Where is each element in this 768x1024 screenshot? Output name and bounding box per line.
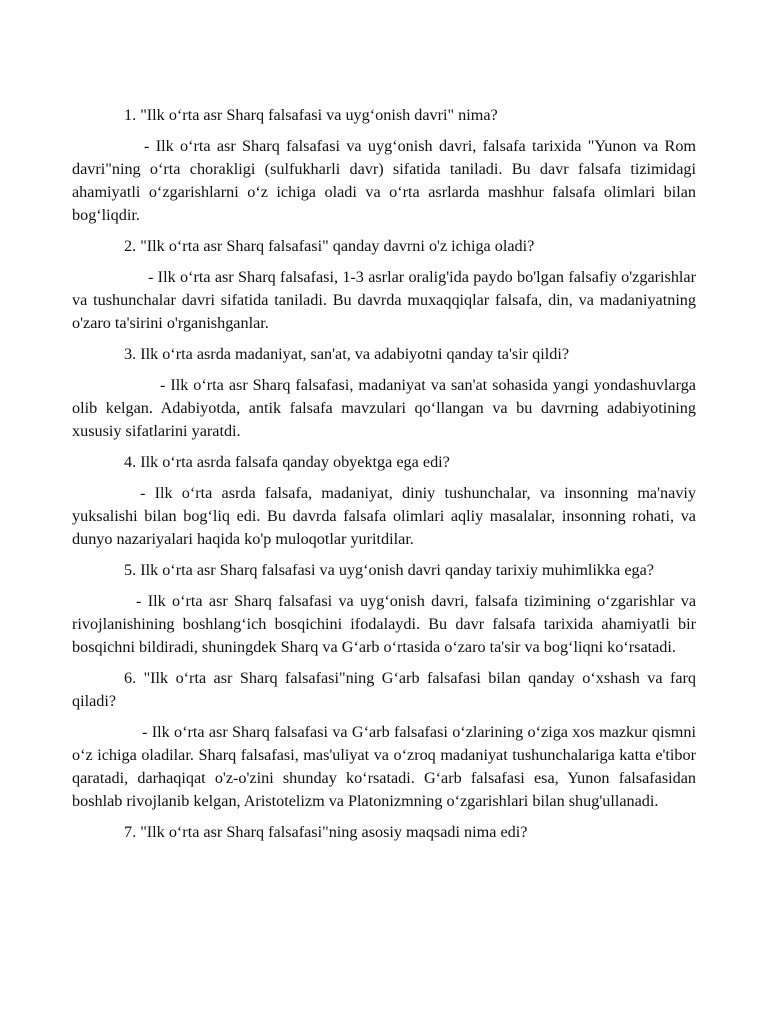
question-7: 7. "Ilk o‘rta asr Sharq falsafasi"ning asosiy maqsadi nima edi? (124, 823, 528, 841)
answer-1: - Ilk o‘rta asr Sharq falsafasi va uyg‘onish davri, falsafa tarixida "Yunon va Rom davri"ning o‘rta chorakligi (sulfukharli davr) sifatida taniladi. Bu davr falsafa tizimidagi ahamiyatli o‘zgarishlarni o‘z ichiga oladi va o‘rta asrlarda mashhur falsafa olimlari bilan bog‘liqdir. (72, 137, 696, 224)
question-6: 6. "Ilk o‘rta asr Sharq falsafasi"ning G‘arb falsafasi bilan qanday o‘xshash va farq qiladi? (72, 669, 696, 710)
answer-2: - Ilk o‘rta asr Sharq falsafasi, 1-3 asrlar oralig'ida paydo bo'lgan falsafiy o'zgarishlar va tushunchalar davri sifatida taniladi. Bu davrda muxaqqiqlar falsafa, din, va madaniyatning o'zaro ta'sirini o'rganishganlar. (72, 268, 696, 332)
question-5: 5. Ilk o‘rta asr Sharq falsafasi va uyg‘onish davri qanday tarixiy muhimlikka ega? (124, 561, 654, 579)
answer-6: - Ilk o‘rta asr Sharq falsafasi va G‘arb falsafasi o‘zlarining o‘ziga xos mazkur qismni o‘z ichiga oladilar. Sharq falsafasi, mas'uliyat va o‘zroq madaniyat tushunchalariga katta e'tibor qaratadi, darhaqiqat o'z-o'zini shunday ko‘rsatadi. G‘arb falsafasi esa, Yunon falsafasidan boshlab rivojlanib kelgan, Aristotelizm va Platonizmning o‘zgarishlari bilan shug'ullanadi. (72, 723, 696, 810)
document-page (72, 104, 696, 852)
question-3: 3. Ilk o‘rta asrda madaniyat, san'at, va adabiyotni qanday ta'sir qildi? (124, 345, 569, 363)
answer-4: - Ilk o‘rta asrda falsafa, madaniyat, diniy tushunchalar, va insonning ma'naviy yuksalishi bilan bog‘liq edi. Bu davrda falsafa olimlari aqliy masalalar, insonning rohati, va dunyo nazariyalari haqida ko'p muloqotlar yuritdilar. (72, 484, 696, 548)
answer-5: - Ilk o‘rta asr Sharq falsafasi va uyg‘onish davri, falsafa tizimining o‘zgarishlar va rivojlanishining boshlang‘ich bosqichini ifodalaydi. Bu davr falsafa tarixida ahamiyatli bir bosqichni bildiradi, shuningdek Sharq va G‘arb o‘rtasida o‘zaro ta'sir va bog‘liqni ko‘rsatadi. (72, 592, 696, 656)
question-2: 2. "Ilk o‘rta asr Sharq falsafasi" qanday davrni o'z ichiga oladi? (124, 237, 535, 255)
question-4: 4. Ilk o‘rta asrda falsafa qanday obyektga ega edi? (124, 453, 450, 471)
question-1: 1. "Ilk o‘rta asr Sharq falsafasi va uyg‘onish davri" nima? (124, 106, 498, 124)
answer-3: - Ilk o‘rta asr Sharq falsafasi, madaniyat va san'at sohasida yangi yondashuvlarga olib kelgan. Adabiyotda, antik falsafa mavzulari qo‘llangan va bu davrning adabiyotining xususiy sifatlarini yaratdi. (72, 376, 696, 440)
